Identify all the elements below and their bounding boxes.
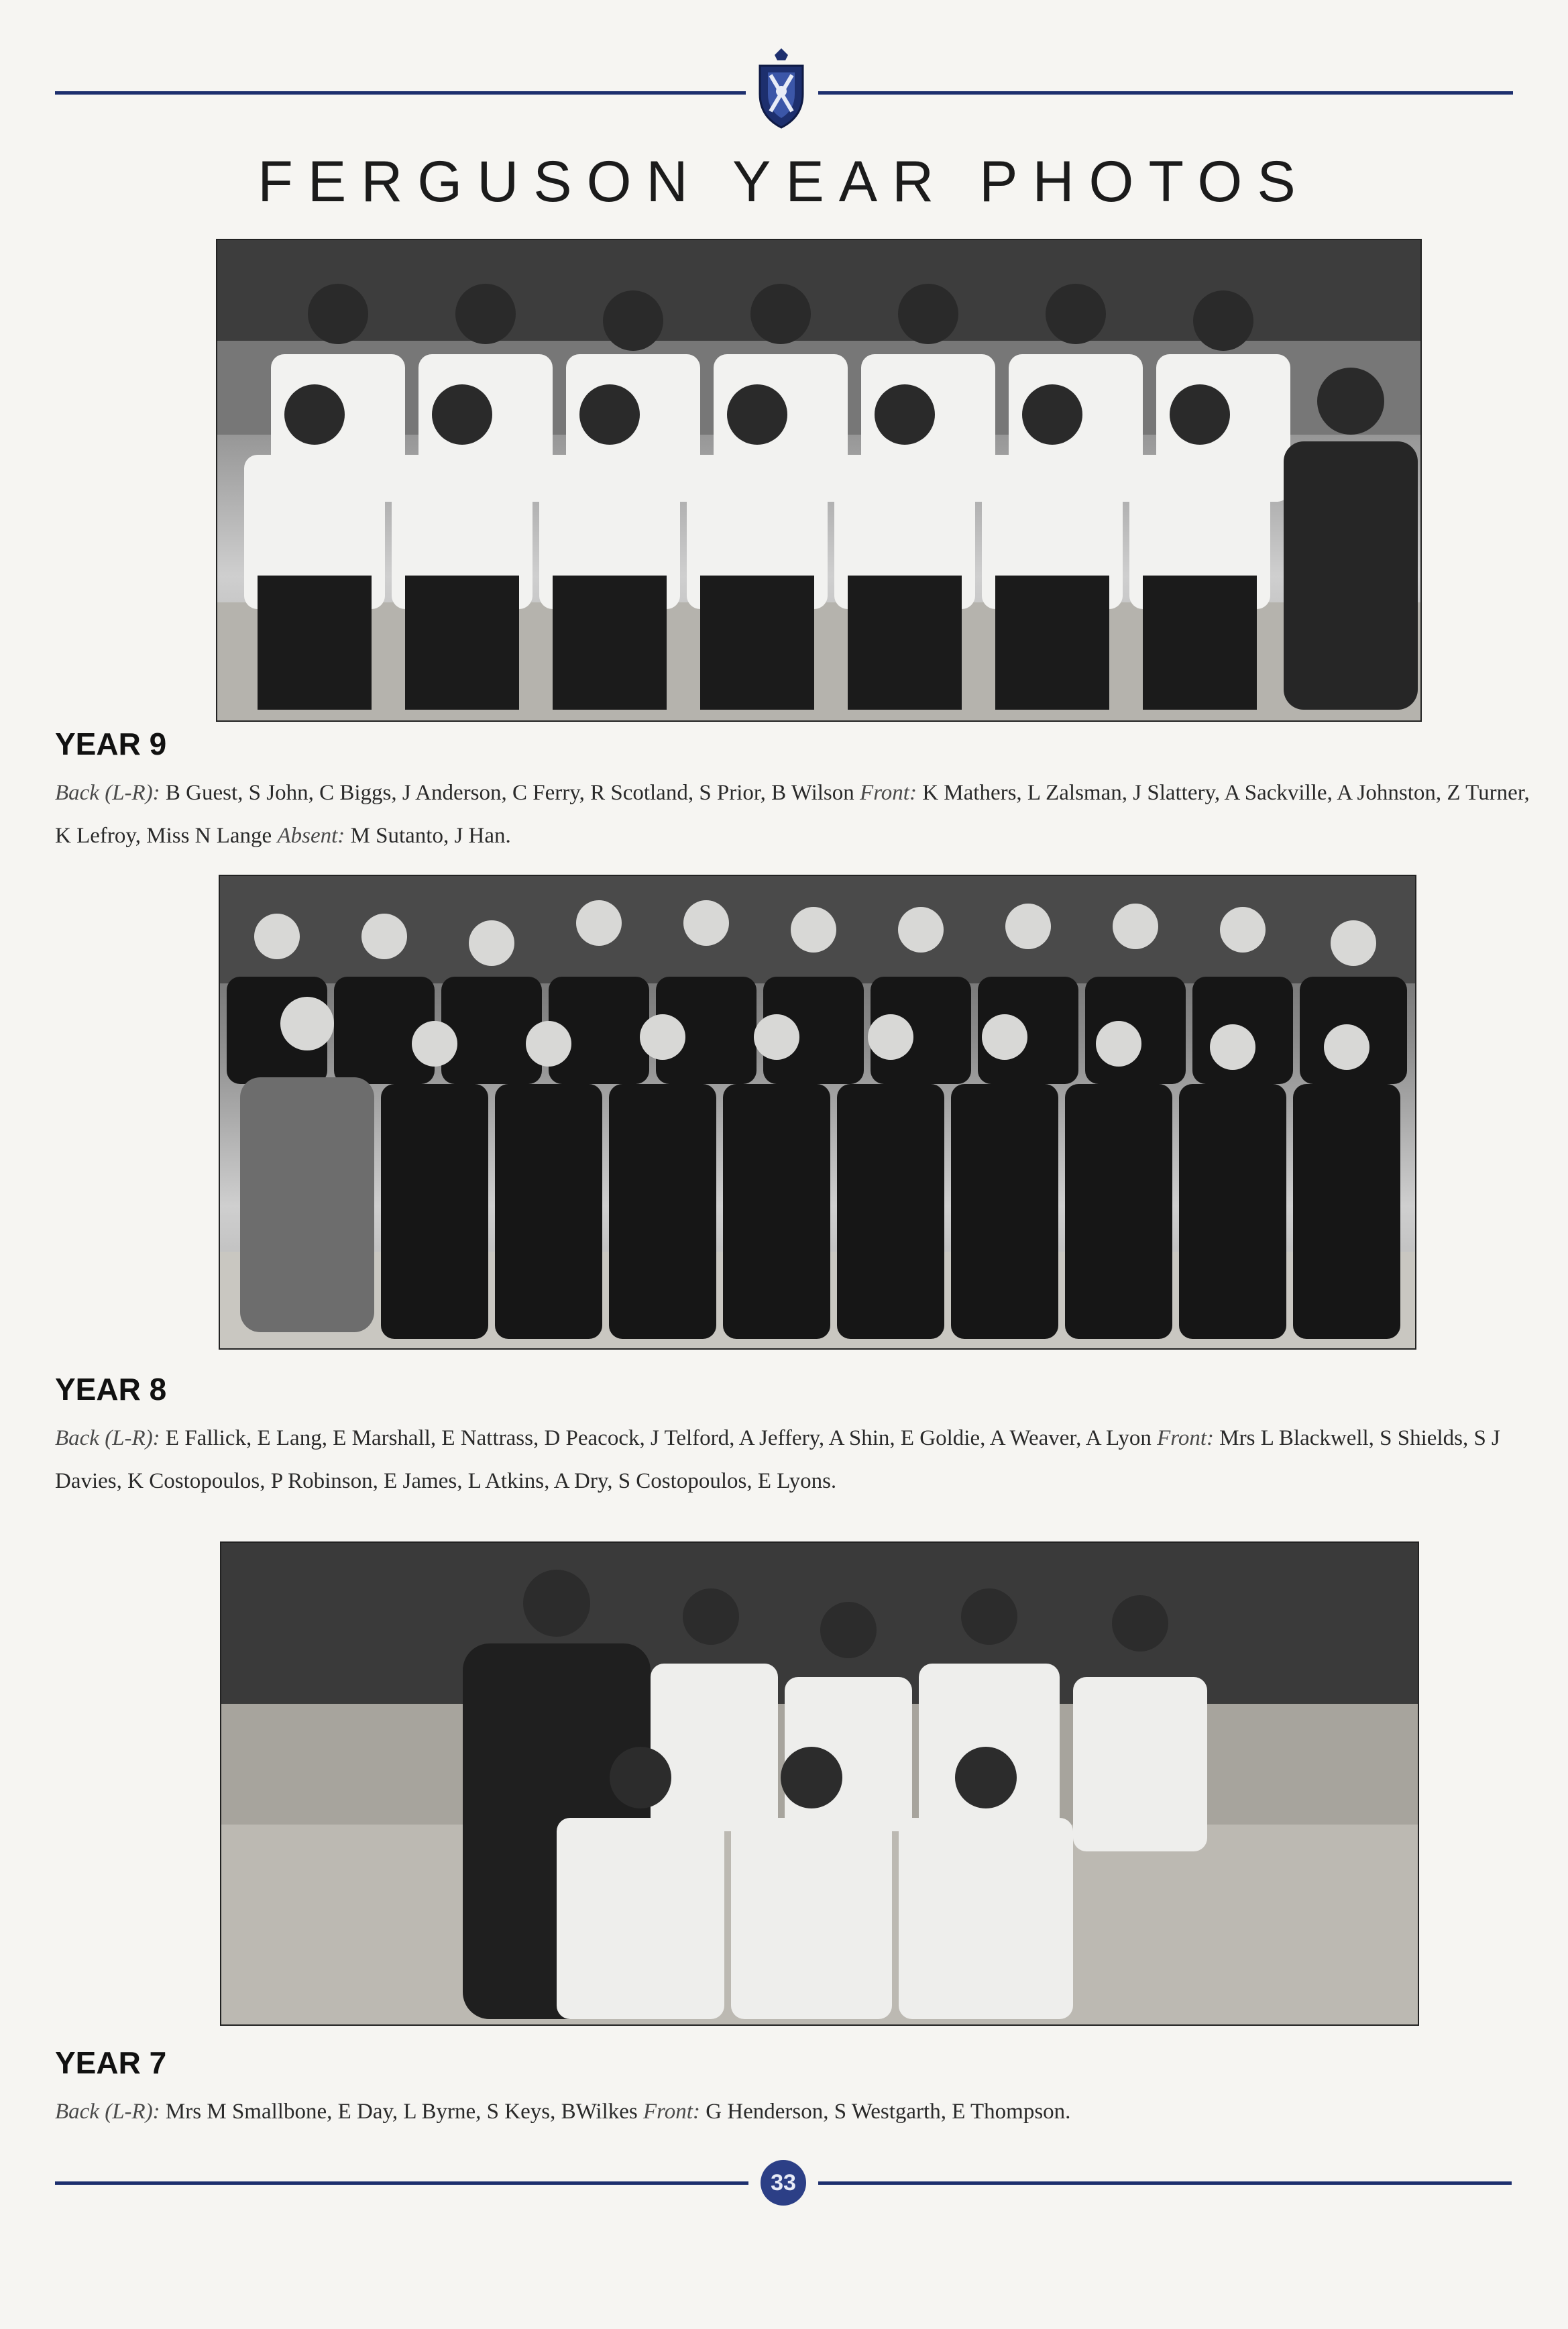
absent-label: Absent:: [277, 824, 345, 848]
front-label: Front:: [1157, 1426, 1215, 1450]
year-9-heading: YEAR 9: [55, 726, 167, 761]
year-8-caption: [55, 1417, 1537, 1503]
school-crest-icon: [753, 47, 809, 130]
year-9-photo: [216, 239, 1422, 722]
back-names: Mrs M Smallbone, E Day, L Byrne, S Keys, BWilkes: [165, 2100, 638, 2124]
absent-names: M Sutanto, J Han.: [350, 824, 511, 848]
front-names: G Henderson, S Westgarth, E Thompson.: [706, 2100, 1071, 2124]
page-number-badge: 33: [761, 2160, 806, 2206]
year-7-heading: YEAR 7: [55, 2045, 167, 2080]
bottom-rule-left: [55, 2181, 748, 2185]
bottom-rule-right: [818, 2181, 1512, 2185]
back-label: Back (L-R):: [55, 781, 160, 805]
back-label: Back (L-R):: [55, 2100, 160, 2124]
year-8-photo: [219, 875, 1416, 1350]
year-9-caption: [55, 771, 1537, 857]
year-8-heading: YEAR 8: [55, 1372, 167, 1407]
back-label: Back (L-R):: [55, 1426, 160, 1450]
year-7-caption: [55, 2090, 1537, 2133]
top-rule-right: [818, 91, 1513, 95]
top-rule-left: [55, 91, 746, 95]
year-7-photo: [220, 1541, 1419, 2026]
page-title: FERGUSON YEAR PHOTOS: [258, 150, 1310, 214]
front-names: K Mathers, L Zalsman, J Slattery, A Sackville, A Johnston, Z Turner, K Lefroy, Miss N Lange: [55, 781, 1530, 848]
front-label: Front:: [643, 2100, 700, 2124]
front-label: Front:: [860, 781, 917, 805]
front-names: Mrs L Blackwell, S Shields, S J Davies, K Costopoulos, P Robinson, E James, L Atkins, A Dry, S Costopoulos, E Lyons.: [55, 1426, 1500, 1493]
back-names: B Guest, S John, C Biggs, J Anderson, C Ferry, R Scotland, S Prior, B Wilson: [165, 781, 854, 805]
back-names: E Fallick, E Lang, E Marshall, E Nattrass, D Peacock, J Telford, A Jeffery, A Shin, E Goldie, A Weaver, A Lyon: [165, 1426, 1152, 1450]
